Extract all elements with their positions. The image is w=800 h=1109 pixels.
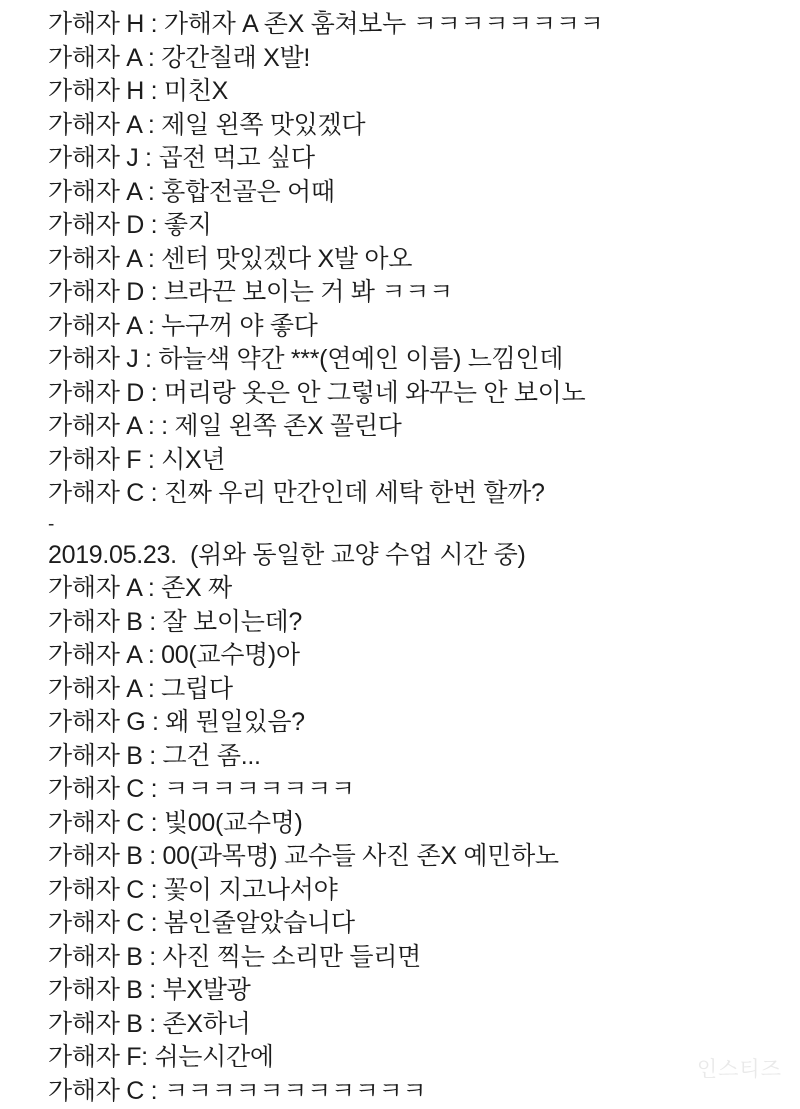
transcript-line: 가해자 J : 하늘색 약간 ***(연예인 이름) 느낌인데 xyxy=(48,345,564,373)
transcript-line: 가해자 H : 가해자 A 존X 훔쳐보누 ㅋㅋㅋㅋㅋㅋㅋㅋ xyxy=(48,10,604,38)
transcript-line: 가해자 B : 00(과목명) 교수들 사진 존X 예민하노 xyxy=(48,842,559,870)
transcript-line: 가해자 B : 사진 찍는 소리만 들리면 xyxy=(48,942,421,971)
transcript-line: 가해자 A : : 제일 왼쪽 존X 꼴린다 xyxy=(48,412,402,440)
transcript-line: 가해자 D : 머리랑 옷은 안 그렇네 와꾸는 안 보이노 xyxy=(48,378,586,407)
transcript-line: 가해자 A : 존X 짜 xyxy=(48,574,232,602)
transcript-line: 2019.05.23. (위와 동일한 교양 수업 시간 중) xyxy=(48,540,526,569)
transcript-line: 가해자 C : ㅋㅋㅋㅋㅋㅋㅋㅋㅋㅋㅋ xyxy=(48,1076,427,1105)
transcript-line: 가해자 A : 강간칠래 X발! xyxy=(48,43,311,72)
transcript-line: 가해자 D : 좋지 xyxy=(48,211,212,239)
transcript-line: 가해자 G : 왜 뭔일있음? xyxy=(48,708,305,736)
transcript-line: 가해자 B : 그건 좀... xyxy=(48,741,261,770)
transcript-line: 가해자 C : ㅋㅋㅋㅋㅋㅋㅋㅋ xyxy=(48,775,355,803)
transcript-line: 가해자 B : 부X발광 xyxy=(48,976,251,1004)
watermark: 인스티즈 xyxy=(696,1058,782,1081)
transcript-line: 가해자 A : 제일 왼쪽 맛있겠다 xyxy=(48,110,366,139)
transcript-line: - xyxy=(48,513,55,535)
transcript-line: 가해자 J : 곱전 먹고 싶다 xyxy=(48,144,315,172)
transcript-line: 가해자 H : 미친X xyxy=(48,77,228,105)
transcript-line: 가해자 C : 진짜 우리 만간인데 세탁 한번 할까? xyxy=(48,479,545,507)
chat-transcript xyxy=(48,8,772,1108)
transcript-line: 가해자 A : 홍합전골은 어때 xyxy=(48,177,335,206)
transcript-line: 가해자 C : 빛00(교수명) xyxy=(48,808,303,837)
transcript-line: 가해자 F : 시X년 xyxy=(48,445,226,474)
transcript-line: 가해자 D : 브라끈 보이는 거 봐 ㅋㅋㅋ xyxy=(48,278,453,306)
transcript-line: 가해자 A : 누구꺼 야 좋다 xyxy=(48,311,318,340)
transcript-line: 가해자 C : 봄인줄알았습니다 xyxy=(48,909,355,937)
transcript-line: 가해자 F: 쉬는시간에 xyxy=(48,1043,274,1071)
transcript-line: 가해자 C : 꽃이 지고나서야 xyxy=(48,875,338,904)
transcript-line: 가해자 A : 그립다 xyxy=(48,674,233,703)
transcript-line: 가해자 B : 잘 보이는데? xyxy=(48,607,303,636)
transcript-line: 가해자 A : 00(교수명)아 xyxy=(48,641,300,669)
transcript-line: 가해자 A : 센터 맛있겠다 X발 아오 xyxy=(48,244,413,273)
transcript-line: 가해자 B : 존X하너 xyxy=(48,1009,251,1038)
